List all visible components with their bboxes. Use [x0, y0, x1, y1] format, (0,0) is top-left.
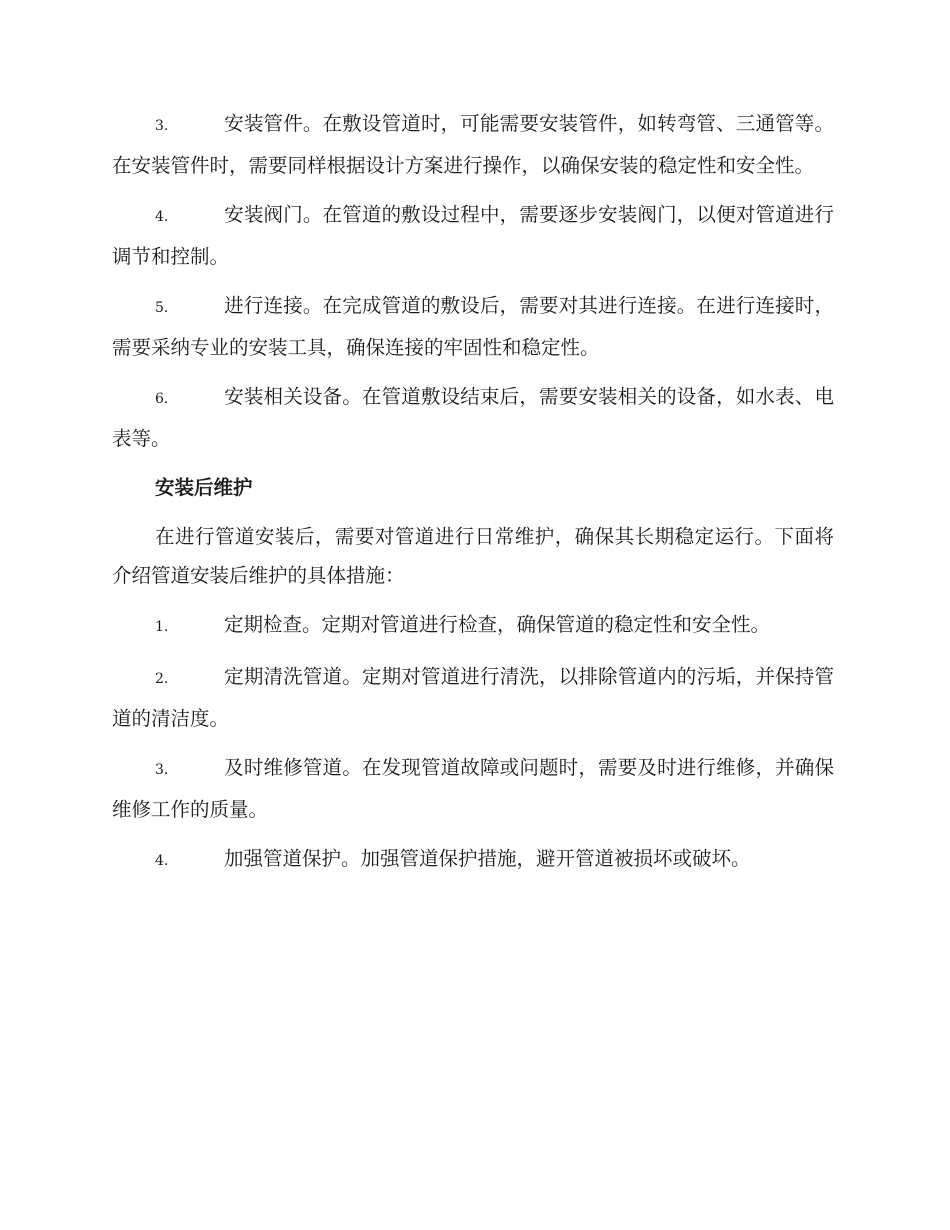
list-item-text: 及时维修管道。在发现管道故障或问题时，需要及时进行维修，并确保维修工作的质量。	[112, 756, 834, 821]
document-page	[112, 104, 834, 891]
maintenance-step-2	[112, 657, 834, 738]
install-step-6	[112, 377, 834, 458]
list-item-text: 安装管件。在敷设管道时，可能需要安装管件，如转弯管、三通管等。在安装管件时，需要同样根据设计方案进行操作，以确保安装的稳定性和安全性。	[112, 112, 834, 177]
list-number: 6.	[155, 391, 169, 407]
maintenance-step-3	[112, 748, 834, 829]
list-item-text: 进行连接。在完成管道的敷设后，需要对其进行连接。在进行连接时，需要采纳专业的安装工具，确保连接的牢固性和稳定性。	[112, 294, 834, 359]
section-intro: 在进行管道安装后，需要对管道进行日常维护，确保其长期稳定运行。下面将介绍管道安装后维护的具体措施：	[112, 525, 834, 587]
install-step-5	[112, 286, 834, 367]
list-number: 1.	[155, 619, 169, 635]
list-number: 4.	[155, 853, 169, 869]
list-item-text: 安装阀门。在管道的敷设过程中，需要逐步安装阀门，以便对管道进行调节和控制。	[112, 203, 834, 268]
list-number: 4.	[155, 209, 169, 225]
maintenance-step-1	[112, 605, 834, 647]
section-heading: 安装后维护	[155, 476, 253, 499]
list-number: 5.	[155, 300, 169, 316]
list-number: 3.	[155, 118, 169, 134]
maintenance-step-4	[112, 839, 834, 881]
list-number: 2.	[155, 671, 169, 687]
install-step-4	[112, 195, 834, 276]
install-step-3	[112, 104, 834, 185]
list-item-text: 加强管道保护。加强管道保护措施，避开管道被损坏或破坏。	[224, 847, 751, 870]
list-item-text: 定期检查。定期对管道进行检查，确保管道的稳定性和安全性。	[224, 613, 771, 636]
list-item-text: 定期清洗管道。定期对管道进行清洗，以排除管道内的污垢，并保持管道的清洁度。	[112, 665, 834, 730]
list-number: 3.	[155, 762, 169, 778]
list-item-text: 安装相关设备。在管道敷设结束后，需要安装相关的设备，如水表、电表等。	[112, 385, 834, 450]
